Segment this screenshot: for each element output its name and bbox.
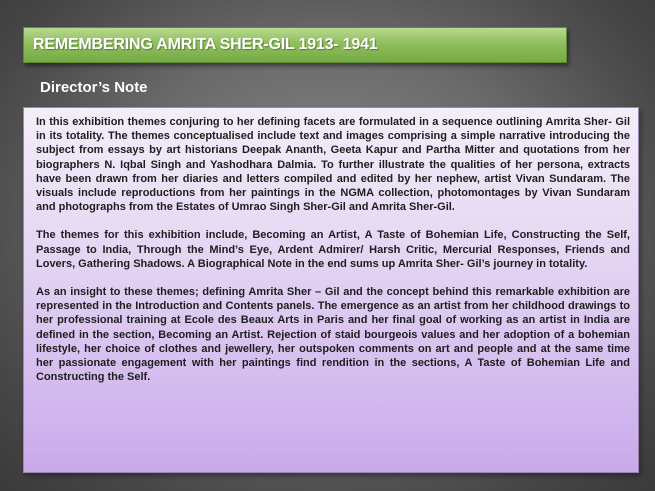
paragraph-1: In this exhibition themes conjuring to her defining facets are formulated in a sequence outlining Amrita Sher- Gil in its totality. The themes conceptualised include text and images comprising a simple narrative introducing the subject from essays by art historians Deepak Ananth, Geeta Kapur and Partha Mitter and quotations from her biographers N. Iqbal Singh and Yashodhara Dalmia. To further illustrate the qualities of her persona, extracts have been drawn from her diaries and letters compiled and edited by her nephew, artist Vivan Sundaram. The visuals include reproductions from her paintings in the NGMA collection, photomontages by Vivan Sundaram and photographs from the Estates of Umrao Singh Sher-Gil and Amrita Sher-Gil.: [36, 116, 630, 214]
paragraph-3: As an insight to these themes; defining Amrita Sher – Gil and the concept behind this remarkable exhibition are represented in the Introduction and Contents panels. The emergence as an artist from her childhood drawings to her professional training at Ecole des Beaux Arts in Paris and her final goal of working as an artist in India are defined in the section, Becoming an Artist. Rejection of staid bourgeois values and her adoption of a bohemian lifestyle, her choice of clothes and jewellery, her outspoken comments on art and people and at the same time her passionate engagement with her paintings find rendition in the sections, A Taste of Bohemian Life and Constructing the Self.: [36, 286, 630, 384]
slide-title: REMEMBERING AMRITA SHER-GIL 1913- 1941: [33, 36, 378, 53]
paragraph-2: The themes for this exhibition include, Becoming an Artist, A Taste of Bohemian Life, Constructing the Self, Passage to India, Through the Mind’s Eye, Ardent Admirer/ Harsh Critic, Mercurial Responses, Friends and Lovers, Gathering Shadows. A Biographical Note in the end sums up Amrita Sher- Gil’s journey in totality.: [36, 229, 630, 270]
slide-subtitle: Director’s Note: [40, 79, 148, 96]
title-bar: [23, 27, 567, 63]
directors-note-panel: [23, 107, 639, 473]
